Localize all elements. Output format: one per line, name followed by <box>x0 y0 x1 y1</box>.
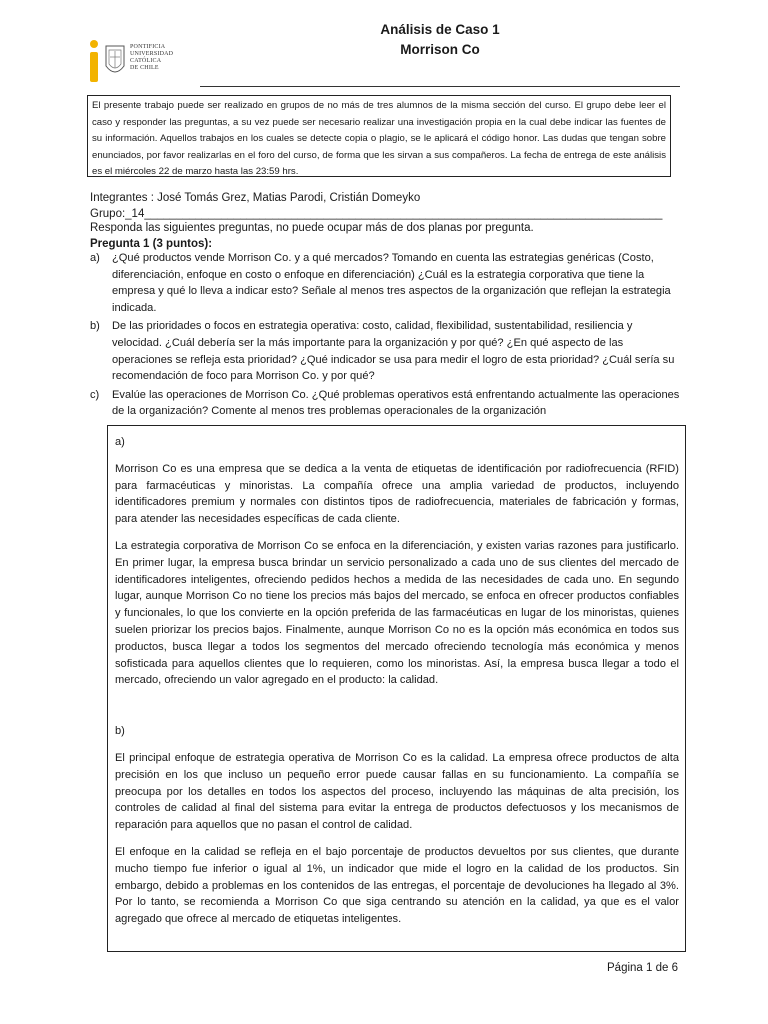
instructions-box: El presente trabajo puede ser realizado en grupos de no más de tres alumnos de la misma sección del curso. El grupo debe leer el caso y responder las preguntas, a su vez puede ser necesario realizar una investigación propia en la cual debe indicar las fuentes de su información. Aquellos trabajos en los cuales se detecte copia o plagio, se le aplicará el código honor. Las dudas que tengan sobre enunciados, por favor realizarlas en el foro del curso, de forma que les sirvan a sus compañeros. La fecha de entrega de este análisis es el miércoles 22 de marzo hasta las 23:59 hrs. <box>87 95 671 177</box>
answer-b-paragraph: El principal enfoque de estrategia operativa de Morrison Co es la calidad. La empresa ofrece productos de alta precisión en los que incluso un pequeño error puede causar fallas en su funcionamiento. La compañía se preocupa por los detalles en todos los aspectos del proceso, incluyendo las máquinas de alta precisión, los controles de calidad al final del sistema para evitar la entrega de productos defectuosos y los mecanismos de reparación para aquellos que no pasan el control de calidad. <box>115 751 679 832</box>
answer-instruction: Responda las siguientes preguntas, no puede ocupar más de dos planas por pregunta. <box>90 222 534 234</box>
answer-box <box>107 425 686 952</box>
spacer <box>115 699 679 723</box>
question-list <box>90 250 680 422</box>
document-subtitle: Morrison Co <box>400 42 480 57</box>
title-block <box>200 20 680 60</box>
question-letter: a) <box>90 252 100 264</box>
answer-a-paragraph: Morrison Co es una empresa que se dedica a la venta de etiquetas de identificación por radiofrecuencia (RFID) para farmacéuticas y minoristas. La compañía ofrece una amplia variedad de productos, incluyendo identificadores premium y normales con distintos tipos de radiofrecuencia, materiales de fabricación y formas, para atender las necesidades específicas de cada cliente. <box>115 462 679 526</box>
title-divider <box>200 86 680 87</box>
university-logo <box>88 40 174 84</box>
logo-text: PONTIFICIA UNIVERSIDAD CATÓLICA DE CHILE <box>130 44 174 71</box>
question-text: Evalúe las operaciones de Morrison Co. ¿Qué problemas operativos está enfrentando actualmente las operaciones de la organización? Comente al menos tres problemas operacionales de la organización <box>112 388 680 418</box>
question-heading: Pregunta 1 (3 puntos): <box>90 238 213 250</box>
page-number: Página 1 de 6 <box>607 962 678 974</box>
question-letter: b) <box>90 320 100 333</box>
answer-b-paragraph: El enfoque en la calidad se refleja en el bajo porcentaje de productos devueltos por sus clientes, que durante mucho tiempo fue inferior o igual al 1%, un indicador que mide el logro en la calidad de los productos. Sin embargo, debido a problemas en los contenidos de las entregas, el porcentaje de devoluciones ha llegado al 3%. Por lo tanto, se recomienda a Morrison Co que siga centrando su atención en la calidad, ya que es el valor agregado que ofrece al mercado de etiquetas inteligentes. <box>115 845 679 926</box>
answer-label-a: a) <box>115 436 125 448</box>
question-letter: c) <box>90 388 100 401</box>
group-number: Grupo:_14_________________________________________________________________________________ <box>90 208 663 220</box>
answer-a-paragraph: La estrategia corporativa de Morrison Co se enfoca en la diferenciación, y existen varias razones para justificarlo. En primer lugar, la empresa busca brindar un servicio personalizado a cada uno de sus clientes del mercado de identificadores inteligentes, ofreciendo pedidos hechos a medida de las necesidades de cada uno. En segundo lugar, aunque Morrison Co no tiene los precios más bajos del mercado, se enfoca en ofrecer productos confiables y funcionales, lo que los convierte en la opción preferida de las farmacéuticas en lugar de los minoristas, quienes suelen priorizar los precios bajos. Finalmente, aunque Morrison Co no es la opción más económica en todos sus productos, busca llegar a todos los segmentos del mercado ofreciendo tecnología más económica y menos sofisticada para aquellos clientes que lo requieren, como los minoristas. Así, la empresa busca llegar a todo el mercado, ofreciendo un valor agregado en el producto: la calidad. <box>115 539 679 687</box>
question-item-a <box>90 250 680 316</box>
answer-label-b: b) <box>115 725 125 738</box>
document-title: Análisis de Caso 1 <box>380 22 500 37</box>
logo-i-mark <box>88 40 100 84</box>
question-text: ¿Qué productos vende Morrison Co. y a qué mercados? Tomando en cuenta las estrategias genéricas (Costo, diferenciación, enfoque en costo o enfoque en diferenciación) ¿Cuál es la estrategia corporativa que tiene la empresa y qué lo lleva a indicar esto? Señale al menos tres aspectos de la organización que reflejan la estrategia indicada. <box>112 252 671 314</box>
question-item-c <box>90 387 680 420</box>
question-text: De las prioridades o focos en estrategia operativa: costo, calidad, flexibilidad, sustentabilidad, resiliencia y velocidad. ¿Cuál debería ser la más importante para la organización y por qué? ¿En qué aspecto de las operaciones se refleja esta prioridad? ¿Qué indicador se usa para medir el logro de esta prioridad? ¿Cuál sería su recomendación de foco para Morrison Co. y por qué? <box>112 320 675 383</box>
question-item-b <box>90 318 680 384</box>
team-members: Integrantes : José Tomás Grez, Matias Parodi, Cristián Domeyko <box>90 192 421 204</box>
seal-icon <box>104 42 126 80</box>
